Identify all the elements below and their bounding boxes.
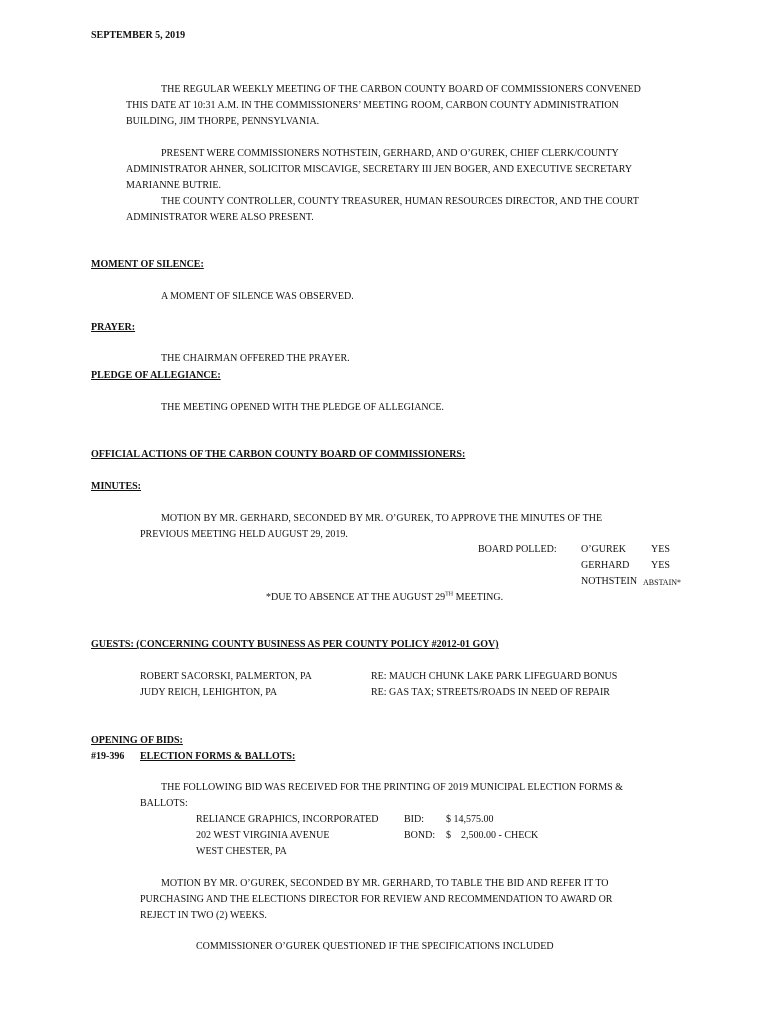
present-line: PRESENT WERE COMMISSIONERS NOTHSTEIN, GERHARD, AND O’GUREK, CHIEF CLERK/COUNTY	[161, 148, 619, 159]
intro-line: THE REGULAR WEEKLY MEETING OF THE CARBON COUNTY BOARD OF COMMISSIONERS CONVENED	[161, 84, 641, 95]
bid-item-title: ELECTION FORMS & BALLOTS:	[140, 751, 296, 762]
bidder-city: WEST CHESTER, PA	[196, 846, 287, 857]
bid-item-number: #19-396	[91, 751, 125, 762]
bid-motion-line: REJECT IN TWO (2) WEEKS.	[140, 910, 267, 921]
bidder-street: 202 WEST VIRGINIA AVENUE	[196, 830, 330, 841]
bid-text-line: THE FOLLOWING BID WAS RECEIVED FOR THE PRINTING OF 2019 MUNICIPAL ELECTION FORMS &	[161, 782, 623, 793]
vote-value: ABSTAIN*	[643, 578, 682, 587]
bond-value: $ 2,500.00 - CHECK	[446, 830, 539, 841]
intro-line: BUILDING, JIM THORPE, PENNSYLVANIA.	[126, 116, 320, 127]
minutes-line: MOTION BY MR. GERHARD, SECONDED BY MR. O’GUREK, TO APPROVE THE MINUTES OF THE	[161, 513, 603, 524]
question-line: COMMISSIONER O’GUREK QUESTIONED IF THE SPECIFICATIONS INCLUDED	[196, 941, 554, 952]
present-line: MARIANNE BUTRIE.	[126, 180, 221, 191]
pledge-heading: PLEDGE OF ALLEGIANCE:	[91, 370, 221, 381]
guests-heading: GUESTS: (CONCERNING COUNTY BUSINESS AS PER COUNTY POLICY #2012-01 GOV)	[91, 639, 499, 650]
pledge-text: THE MEETING OPENED WITH THE PLEDGE OF ALLEGIANCE.	[161, 402, 444, 413]
guest-topic: RE: GAS TAX; STREETS/ROADS IN NEED OF REPAIR	[371, 687, 610, 698]
guest-name: JUDY REICH, LEHIGHTON, PA	[140, 687, 278, 698]
minutes-footnote	[266, 592, 503, 604]
bid-label: BID:	[404, 814, 424, 825]
vote-name: O’GUREK	[581, 544, 626, 555]
opening-of-bids-heading: OPENING OF BIDS:	[91, 735, 183, 746]
moment-of-silence-heading: MOMENT OF SILENCE:	[91, 259, 204, 270]
guest-name: ROBERT SACORSKI, PALMERTON, PA	[140, 671, 312, 682]
bid-value: $ 14,575.00	[446, 814, 494, 825]
footnote-text-end: MEETING.	[453, 592, 504, 603]
prayer-text: THE CHAIRMAN OFFERED THE PRAYER.	[161, 353, 350, 364]
prayer-heading: PRAYER:	[91, 322, 136, 333]
present-line: ADMINISTRATOR WERE ALSO PRESENT.	[126, 212, 314, 223]
guest-topic: RE: MAUCH CHUNK LAKE PARK LIFEGUARD BONUS	[371, 671, 618, 682]
intro-line: THIS DATE AT 10:31 A.M. IN THE COMMISSIONERS’ MEETING ROOM, CARBON COUNTY ADMINISTRATION	[126, 100, 619, 111]
board-polled-label: BOARD POLLED:	[478, 544, 557, 555]
bond-label: BOND:	[404, 830, 436, 841]
vote-name: NOTHSTEIN	[581, 576, 638, 587]
footnote-text: *DUE TO ABSENCE AT THE AUGUST 29	[266, 592, 446, 603]
vote-name: GERHARD	[581, 560, 630, 571]
present-line: ADMINISTRATOR AHNER, SOLICITOR MISCAVIGE, SECRETARY III JEN BOGER, AND EXECUTIVE SECRETARY	[126, 164, 633, 175]
minutes-line: PREVIOUS MEETING HELD AUGUST 29, 2019.	[140, 529, 348, 540]
bid-text-line: BALLOTS:	[140, 798, 188, 809]
vote-value: YES	[651, 560, 670, 571]
bidder-name: RELIANCE GRAPHICS, INCORPORATED	[196, 814, 379, 825]
date-header: SEPTEMBER 5, 2019	[91, 30, 186, 41]
vote-value: YES	[651, 544, 670, 555]
moment-of-silence-text: A MOMENT OF SILENCE WAS OBSERVED.	[161, 291, 354, 302]
footnote-superscript: TH	[445, 591, 454, 598]
bid-motion-line: PURCHASING AND THE ELECTIONS DIRECTOR FOR REVIEW AND RECOMMENDATION TO AWARD OR	[140, 894, 613, 905]
minutes-heading: MINUTES:	[91, 481, 142, 492]
official-actions-heading: OFFICIAL ACTIONS OF THE CARBON COUNTY BOARD OF COMMISSIONERS:	[91, 449, 466, 460]
bid-motion-line: MOTION BY MR. O’GUREK, SECONDED BY MR. GERHARD, TO TABLE THE BID AND REFER IT TO	[161, 878, 609, 889]
present-line: THE COUNTY CONTROLLER, COUNTY TREASURER, HUMAN RESOURCES DIRECTOR, AND THE COURT	[161, 196, 639, 207]
